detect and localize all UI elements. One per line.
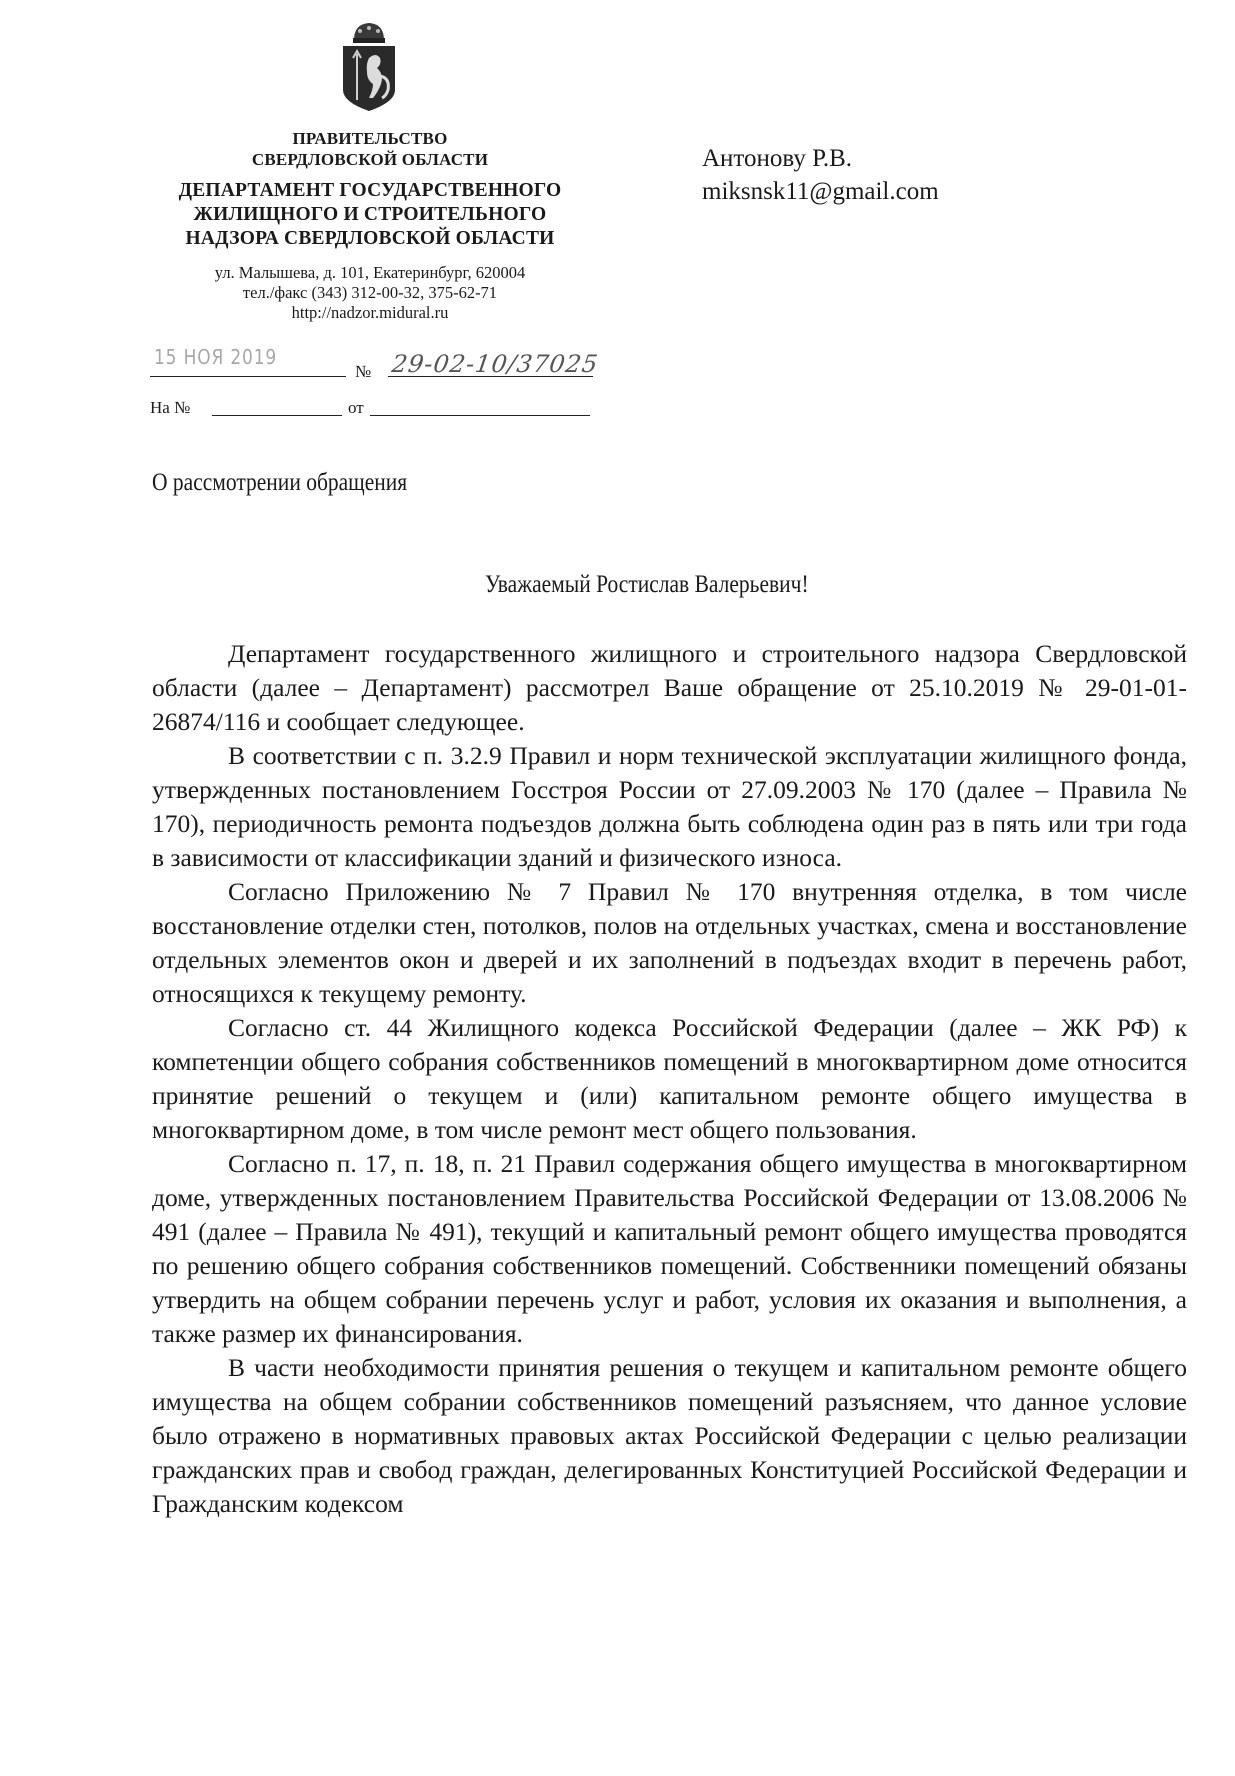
handwritten-registration-number: 29-02-10/37025 xyxy=(390,350,601,378)
coat-of-arms-emblem xyxy=(340,18,398,113)
registration-line xyxy=(150,345,610,385)
reply-number-underline xyxy=(212,415,342,416)
letter-subject: О рассмотрении обращения xyxy=(152,469,408,496)
addressee-name: Антонову Р.В. xyxy=(702,145,853,172)
department-name: ДЕПАРТАМЕНТ ГОСУДАРСТВЕННОГО ЖИЛИЩНОГО И СТРОИТЕЛЬНОГО НАДЗОРА СВЕРДЛОВСКОЙ ОБЛАСТИ xyxy=(178,180,562,249)
sender-phone: тел./факс (343) 312-00-32, 375-62-71 xyxy=(242,283,498,302)
body-paragraph: Согласно ст. 44 Жилищного кодекса Российской Федерации (далее – ЖК РФ) к компетенции общего собрания собственников помещений в многоквартирном доме относится принятие решений о текущем и (или) капитальном ремонте общего имущества в многоквартирном доме, в том числе ремонт мест общего пользования. xyxy=(152,1013,1187,1144)
body-paragraph: Согласно п. 17, п. 18, п. 21 Правил содержания общего имущества в многоквартирном доме, утвержденных постановлением Правительства Российской Федерации от 13.08.2006 № 491 (далее – Правила № 491), текущий и капитальный ремонт общего имущества проводятся по решению общего собрания собственников помещений. Собственники помещений обязаны утвердить на общем собрании перечень услуг и работ, условия их оказания и выполнения, а также размер их финансирования. xyxy=(152,1149,1187,1348)
body-paragraph: Согласно Приложению № 7 Правил № 170 внутренняя отделка, в том числе восстановление отделки стен, потолков, полов на отдельных участках, смена и восстановление отдельных элементов окон и дверей и их заполнений в подъездах входит в перечень работ, относящихся к текущему ремонту. xyxy=(152,877,1187,1008)
addressee-block xyxy=(702,142,939,208)
salutation: Уважаемый Ростислав Валерьевич! xyxy=(485,571,809,598)
reply-date-underline xyxy=(370,415,590,416)
from-label: от xyxy=(348,398,364,417)
sender-address: ул. Малышева, д. 101, Екатеринбург, 620004 xyxy=(214,263,526,282)
body-paragraph: В соответствии с п. 3.2.9 Правил и норм технической эксплуатации жилищного фонда, утвержденных постановлением Госстроя России от 27.09.2003 № 170 (далее – Правила № 170), периодичность ремонта подъездов должна быть соблюдена один раз в пять или три года в зависимости от классификации зданий и физического износа. xyxy=(152,741,1187,872)
reply-to-label: На № xyxy=(150,398,191,417)
government-name: ПРАВИТЕЛЬСТВО СВЕРДЛОВСКОЙ ОБЛАСТИ xyxy=(251,129,489,169)
sender-contacts xyxy=(150,263,590,323)
date-underline xyxy=(150,376,346,377)
date-stamp: 15 НОЯ 2019 xyxy=(154,345,278,369)
number-label: № xyxy=(355,362,372,381)
addressee-email: miksnsk11@gmail.com xyxy=(702,178,939,205)
reply-reference-line xyxy=(150,398,590,424)
coat-of-arms-icon xyxy=(340,18,398,113)
body-paragraph: В части необходимости принятия решения о текущем и капитальном ремонте общего имущества на общем собрании собственников помещений разъясняем, что данное условие было отражено в нормативных правовых актах Российской Федерации с целью реализации гражданских прав и свобод граждан, делегированных Конституцией Российской Федерации и Гражданским кодексом xyxy=(152,1353,1187,1518)
sender-header xyxy=(150,128,590,323)
letter-body xyxy=(152,637,1187,1521)
body-paragraph: Департамент государственного жилищного и строительного надзора Свердловской области (далее – Департамент) рассмотрел Ваше обращение от 25.10.2019 № 29-01-01-26874/116 и сообщает следующее. xyxy=(152,639,1187,736)
sender-website: http://nadzor.midural.ru xyxy=(291,303,449,322)
